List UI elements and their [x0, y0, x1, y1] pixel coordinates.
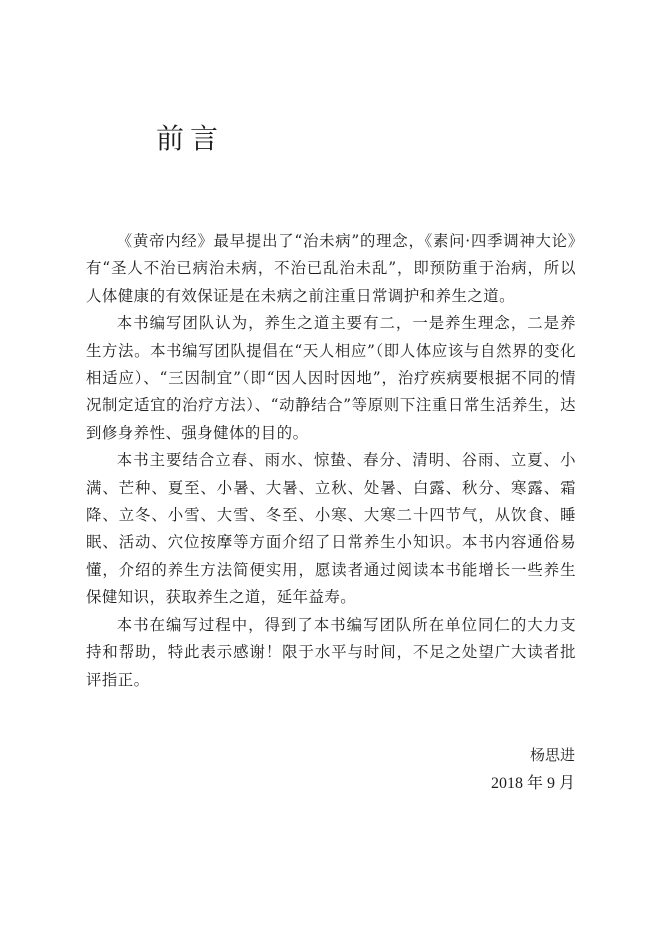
- signature-date: 2018 年 9 月: [490, 775, 575, 792]
- preface-body: [86, 228, 576, 694]
- signature-author: 杨思进: [529, 746, 575, 764]
- paragraph: 本书在编写过程中，得到了本书编写团队所在单位同仁的大力支持和帮助，特此表示感谢！限于水平与时间，不足之处望广大读者批评指正。: [86, 615, 576, 689]
- paragraph: 《黄帝内经》最早提出了“治未病”的理念，《素问·四季调神大论》有“圣人不治已病治未病，不治已乱治未乱”，即预防重于治病，所以人体健康的有效保证是在未病之前注重日常调护和养生之道。: [86, 232, 576, 305]
- paragraph: 本书主要结合立春、雨水、惊蛰、春分、清明、谷雨、立夏、小满、芒种、夏至、小暑、大暑、立秋、处暑、白露、秋分、寒露、霜降、立冬、小雪、大雪、冬至、小寒、大寒二十四节气，从饮食、睡眠、活动、穴位按摩等方面介绍了日常养生小知识。本书内容通俗易懂，介绍的养生方法简便实用，愿读者通过阅读本书能增长一些养生保健知识，获取养生之道，延年益寿。: [86, 451, 576, 607]
- paragraph: 本书编写团队认为，养生之道主要有二，一是养生理念，二是养生方法。本书编写团队提倡在“天人相应”（即人体应该与自然界的变化相适应）、“三因制宜”（即“因人因时因地”，治疗疾病要根据不同的情况制定适宜的治疗方法）、“动静结合”等原则下注重日常生活养生，达到修身养性、强身健体的目的。: [86, 314, 576, 442]
- page-title: 前言: [156, 122, 225, 155]
